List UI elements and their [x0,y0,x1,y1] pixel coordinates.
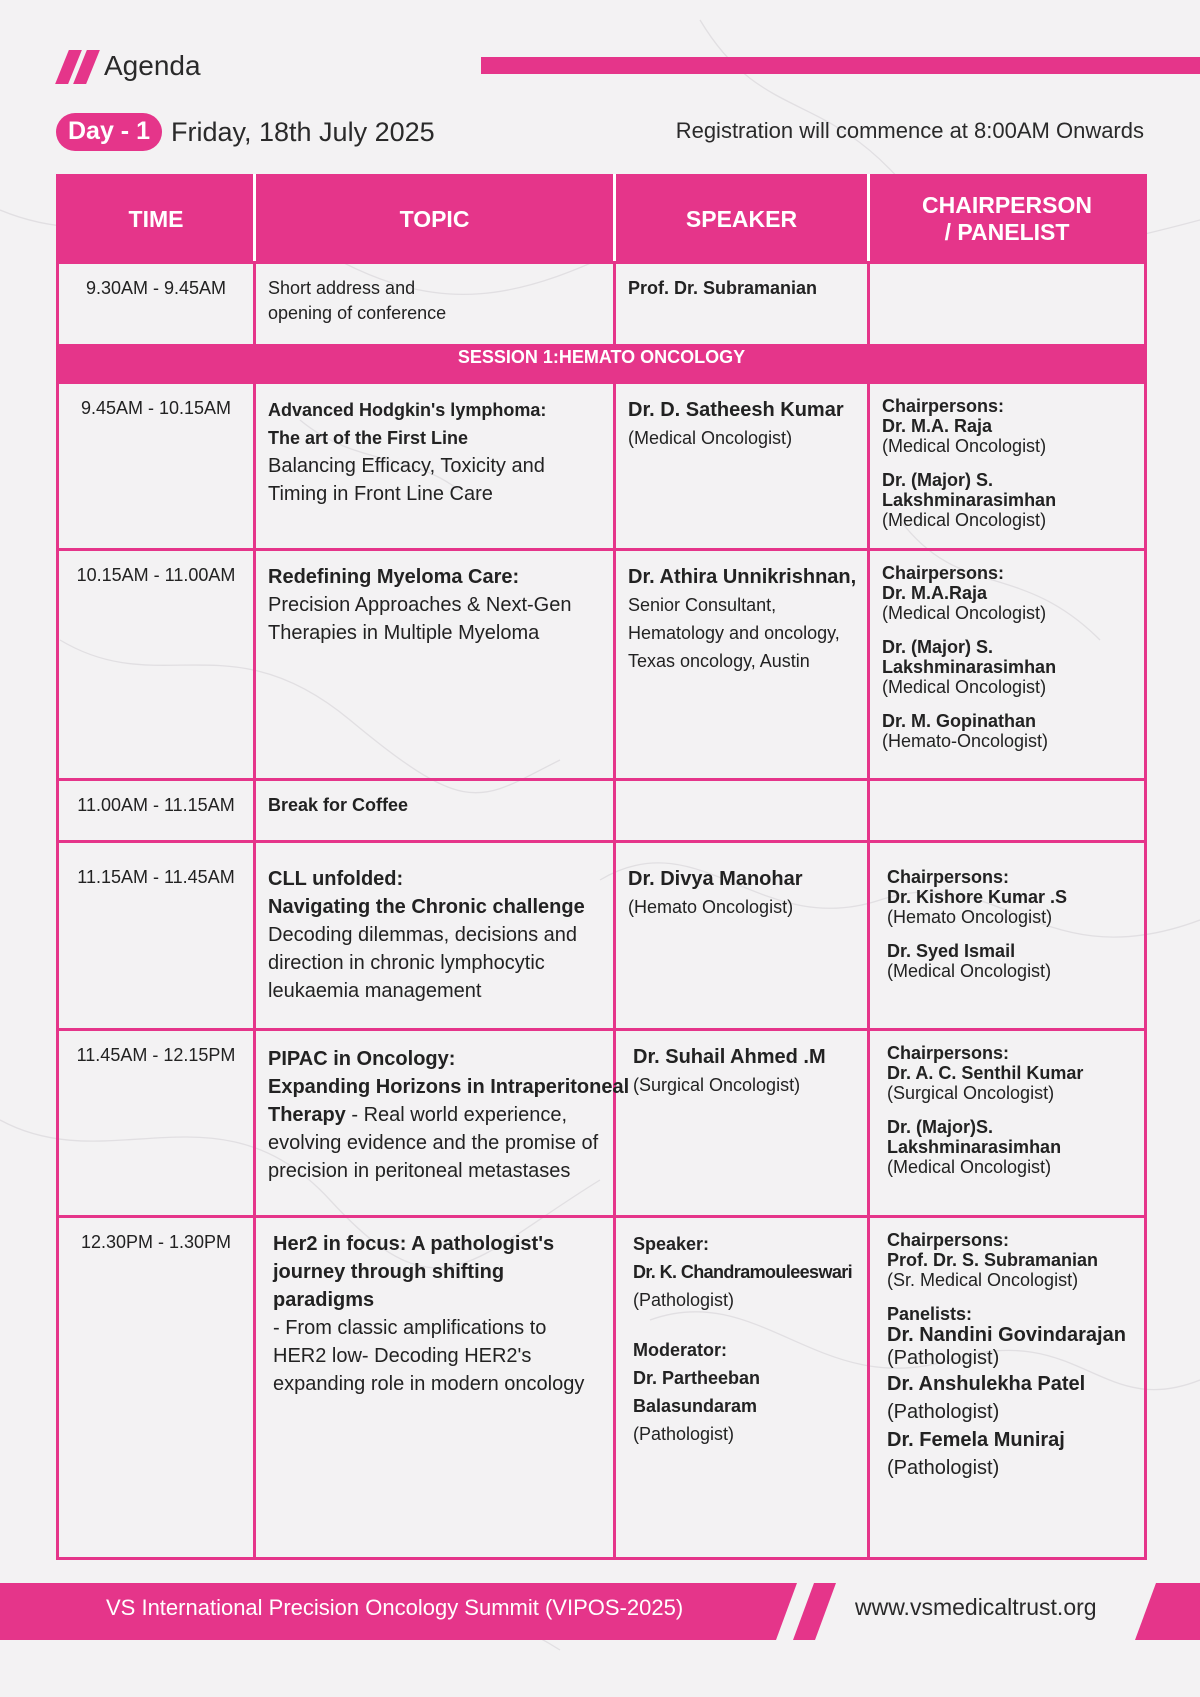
chair-cell [869,383,1146,549]
topic-title: Her2 in focus: A pathologist's [273,1233,555,1256]
chair-cell [869,780,1146,842]
header-topic: TOPIC [255,176,615,263]
time-cell: 11.45AM - 12.15PM [58,1029,255,1216]
topic-line: Short address and [268,278,416,299]
chair-label: Chairpersons: [887,867,1010,888]
speaker-role: (Pathologist) [633,1290,735,1311]
topic-title: Therapy [268,1103,346,1126]
speaker-detail: Texas oncology, Austin [628,650,810,671]
topic-cell [255,549,615,780]
speaker-cell [615,780,869,842]
topic-line: - Real world experience, [345,1103,568,1126]
chair-role: (Hemato-Oncologist) [882,730,1049,751]
chair-name: Dr. Kishore Kumar .S [887,887,1068,908]
day-badge: Day - 1 [56,113,162,151]
topic-cell [255,780,615,842]
chair-cell [869,842,1146,1029]
topic-title: Expanding Horizons in Intraperitoneal [268,1075,630,1098]
time-cell: 9.45AM - 10.15AM [58,383,255,549]
chair-name: Lakshminarasimhan [887,1136,1062,1157]
topic-line: evolving evidence and the promise of [268,1131,599,1154]
panelist-name: Dr. Anshulekha Patel [887,1373,1086,1396]
header-time: TIME [58,176,255,263]
chair-name: Lakshminarasimhan [882,656,1057,677]
chair-role: (Medical Oncologist) [882,602,1047,623]
moderator-name: Balasundaram [633,1396,758,1417]
topic-line: Therapies in Multiple Myeloma [268,621,540,644]
chair-role: (Medical Oncologist) [882,510,1047,531]
speaker-name: Dr. K. Chandramouleeswari [633,1262,853,1283]
speaker-role: (Surgical Oncologist) [633,1074,801,1095]
topic-line: expanding role in modern oncology [273,1373,585,1396]
speaker-name: Dr. Suhail Ahmed .M [633,1045,826,1068]
session-row [58,346,1146,383]
topic-line: leukaemia management [268,980,482,1003]
topic-title: journey through shifting paradigms [273,1261,505,1312]
panel-label: Panelists: [887,1304,973,1325]
chair-role: (Sr. Medical Oncologist) [887,1270,1079,1291]
chair-name: Dr. M. Gopinathan [882,710,1037,731]
topic-cell [255,263,615,346]
chair-name: Lakshminarasimhan [882,490,1057,511]
speaker-role: (Hemato Oncologist) [628,897,794,918]
footer-title: VS International Precision Oncology Summit (VIPOS-2025) [106,1595,684,1620]
topic-line: HER2 low- Decoding HER2's [273,1345,532,1368]
panelist-role: (Pathologist) [887,1457,1000,1480]
footer-slash [793,1583,836,1640]
topic-title: Navigating the Chronic challenge [268,896,585,919]
speaker-name: Prof. Dr. Subramanian [628,278,818,299]
table-row [58,1217,1146,1559]
table-row [58,549,1146,780]
table-row [58,1029,1146,1216]
chair-role: (Medical Oncologist) [887,1156,1052,1177]
panelist-role: (Pathologist) [887,1401,1000,1424]
chair-cell [869,1217,1146,1559]
topic-line: direction in chronic lymphocytic [268,952,545,975]
speaker-cell [615,842,869,1029]
speaker-name: Dr. Athira Unnikrishnan, [628,565,857,588]
chair-role: (Medical Oncologist) [882,436,1047,457]
topic-line: Timing in Front Line Care [268,483,493,506]
chair-name: Dr. (Major) S. [882,636,994,657]
topic-line: Balancing Efficacy, Toxicity and [268,455,545,478]
panelist-role: (Pathologist) [887,1347,1000,1370]
topic-line: opening of conference [268,303,447,324]
footer-url[interactable]: www.vsmedicaltrust.org [855,1594,1097,1620]
topic-cell [255,383,615,549]
time-cell: 11.00AM - 11.15AM [58,780,255,842]
day-line [56,112,435,152]
page-title: Agenda [104,50,201,81]
topic-title: Redefining Myeloma Care: [268,565,520,588]
chair-name: Dr. (Major)S. [887,1116,994,1137]
topic-cell [255,1029,630,1216]
time-cell: 11.15AM - 11.45AM [58,842,255,1029]
speaker-label: Speaker: [633,1234,710,1255]
chair-label: Chairpersons: [882,562,1005,583]
registration-note: Registration will commence at 8:00AM Onwards [675,118,1144,143]
header-row [58,176,1146,263]
topic-line: Precision Approaches & Next-Gen [268,593,572,616]
header-accent-bar [481,57,1200,74]
panelist-name: Dr. Femela Muniraj [887,1429,1065,1452]
chair-label: Chairpersons: [887,1042,1010,1063]
speaker-cell [615,1217,869,1559]
speaker-cell [615,549,869,780]
table-row [58,780,1146,842]
topic-title: PIPAC in Oncology: [268,1047,456,1070]
chair-role: (Surgical Oncologist) [887,1082,1055,1103]
table-row [58,383,1146,549]
table-row [58,842,1146,1029]
header-speaker: SPEAKER [615,176,869,263]
speaker-cell [615,263,869,346]
header-chairperson: CHAIRPERSON / PANELIST [869,176,1146,263]
chair-role: (Medical Oncologist) [887,961,1052,982]
topic-line: - From classic amplifications to [273,1317,547,1340]
speaker-role: (Medical Oncologist) [628,428,793,449]
speaker-cell [615,1029,869,1216]
time-cell: 9.30AM - 9.45AM [58,263,255,346]
topic-cell [255,1217,615,1559]
chair-cell [869,1029,1146,1216]
topic-line: Decoding dilemmas, decisions and [268,924,578,947]
speaker-cell [615,383,869,549]
agenda-table [56,174,1147,1560]
topic-cell [255,842,615,1029]
topic-line [268,1101,603,1129]
chair-label: Chairpersons: [887,1230,1010,1251]
day-date: Friday, 18th July 2025 [170,116,435,147]
chair-name: Dr. M.A. Raja [882,416,993,437]
speaker-name: Dr. Divya Manohar [628,868,803,891]
slash-logo-icon [56,48,100,84]
topic-title: The art of the First Line [268,428,469,449]
topic-title: CLL unfolded: [268,868,404,891]
footer-right-band [1135,1583,1200,1640]
moderator-label: Moderator: [633,1340,727,1361]
speaker-name: Dr. D. Satheesh Kumar [628,399,844,422]
table-row [58,263,1146,346]
speaker-detail: Hematology and oncology, [628,622,840,643]
chair-role: (Hemato Oncologist) [887,907,1053,928]
topic-title: Advanced Hodgkin's lymphoma: [268,400,547,421]
session-label: SESSION 1:HEMATO ONCOLOGY [58,346,1146,383]
chair-name: Prof. Dr. S. Subramanian [887,1250,1099,1271]
chair-name: Dr. A. C. Senthil Kumar [887,1062,1084,1083]
moderator-name: Dr. Partheeban [633,1368,761,1389]
topic-line: precision in peritoneal metastases [268,1159,571,1182]
chair-role: (Medical Oncologist) [882,676,1047,697]
topic-title: Break for Coffee [268,795,409,816]
chair-label: Chairpersons: [882,396,1005,417]
time-cell: 12.30PM - 1.30PM [58,1217,255,1559]
panelist-name: Dr. Nandini Govindarajan [887,1324,1126,1347]
chair-name: Dr. M.A.Raja [882,582,988,603]
speaker-detail: Senior Consultant, [628,594,777,615]
chair-name: Dr. Syed Ismail [887,941,1016,962]
chair-cell [869,549,1146,780]
chair-cell [869,263,1146,346]
chair-name: Dr. (Major) S. [882,470,994,491]
time-cell: 10.15AM - 11.00AM [58,549,255,780]
agenda-header [56,46,201,86]
moderator-role: (Pathologist) [633,1424,735,1445]
